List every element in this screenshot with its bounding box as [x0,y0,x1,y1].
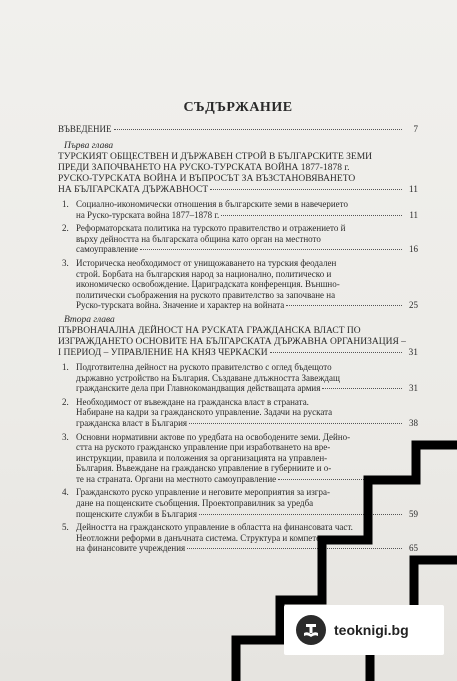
toc-item-number: 5. [62,522,69,533]
toc-item-line: Дейността на гражданското управление в областта на финансовата част. [76,522,353,533]
toc-item [62,522,418,554]
table-of-contents [58,100,418,554]
toc-item-line: гражданските дела при Главнокомандващия действащата армия [76,383,321,394]
dot-leader [114,129,402,130]
book-glyph [302,621,320,639]
toc-item-number: 3. [62,431,69,442]
dot-leader [140,249,402,250]
toc-item-number: 2. [62,223,69,234]
chapter-title-line: НА БЪЛГАРСКАТА ДЪРЖАВНОСТ [58,185,209,195]
toc-item-number: 2. [62,396,69,407]
toc-item-line: Необходимост от въвеждане на гражданска власт в страната. [76,396,309,407]
chapter-title-line: ТУРСКИЯТ ОБЩЕСТВЕН И ДЪРЖАВЕН СТРОЙ В БЪЛГАРСКИТЕ ЗЕМИ [58,152,373,162]
toc-item-line: гражданска власт в България [76,417,188,428]
toc-item-line: върху дейността на българската община като орган на местното [76,233,321,244]
toc-item-line: Реформаторската политика на турското правителство и отражението й [76,223,346,234]
book-icon [296,615,326,645]
dot-leader [286,305,402,306]
toc-item-number: 1. [62,199,69,209]
chapter-title-line: РУСКО-ТУРСКАТА ВОЙНА И ВЪПРОСЪТ ЗА ВЪЗСТАНОВЯВАНЕТО [58,174,356,184]
toc-item-line: те на страната. Органи на местното самоуправление [76,473,277,484]
dot-leader [322,388,402,389]
logo-text: teoknigi.bg [334,622,409,638]
dot-leader [199,514,402,515]
toc-item-line: Руско-турската война. Значение и характер на войната [76,300,285,311]
chapter-title-line: ИЗГРАЖДАНЕТО ОСНОВИТЕ НА БЪЛГАРСКАТА ДЪРЖАВНА ОРГАНИЗАЦИЯ – [58,336,406,347]
toc-item-line: строй. Борбата на българския народ за национално, политическо и [76,268,332,279]
toc-item-line: стта на руското гражданско управление при изработването на вре- [76,442,331,453]
dot-leader [270,352,402,353]
toc-intro-label: ВЪВЕДЕНИЕ [58,124,112,134]
chapter-title-last-line [58,348,418,359]
toc-intro-entry [58,124,418,135]
toc-item [62,223,418,255]
dot-leader [221,215,402,216]
toc-item-line: самоуправление [76,244,139,255]
toc-page-number: 59 [409,508,418,519]
chapter-title [58,152,418,196]
toc-item-line: инструкции, правила и положения за организацията на управлен- [76,452,328,463]
chapter-1 [58,141,418,311]
toc-item-line: икономическо освобождение. Цариградската конференция. Външно- [76,279,340,290]
toc-item-line: пощенските служби в България [76,508,197,519]
toc-item-number: 1. [62,361,69,372]
toc-item-line: на финансовите учреждения [76,543,186,554]
toc-page-number: 11 [409,209,418,220]
toc-item [62,397,418,429]
toc-item [62,487,418,519]
toc-page-number: 65 [409,543,418,554]
chapter-title-line: ПЪРВОНАЧАЛНА ДЕЙНОСТ НА РУСКАТА ГРАЖДАНСКА ВЛАСТ ПО [58,325,361,336]
toc-item-number: 3. [62,257,69,268]
chapter-title [58,326,418,359]
chapter-title-line: I ПЕРИОД – УПРАВЛЕНИЕ НА КНЯЗ ЧЕРКАСКИ [58,347,268,358]
toc-item-line: България. Въвеждане на гражданско управление в губерниите и о- [76,463,332,474]
toc-item-line: Набиране на кадри за гражданското управление. Задачи на руската [76,407,333,418]
toc-item-line: Гражданското руско управление и неговите мероприятия за изгра- [76,487,330,498]
toc-title: СЪДЪРЖАНИЕ [183,100,293,115]
toc-item-line: Социално-икономически отношения в българските земи в навечерието [76,199,348,209]
toc-item-line: държавно устройство на България. Създаване длъжността Завеждащ [76,372,340,383]
chapter-label: Първа глава [64,141,114,151]
dot-leader [278,479,402,480]
toc-item-line: Историческа необходимост от унищожаването на турския феодален [76,257,337,268]
toc-item-line: Основни нормативни актове по уредбата на освободените земи. Дейно- [76,431,351,442]
teoknigi-logo [284,605,444,655]
chapter-label: Втора глава [64,314,115,325]
toc-page-number: 11 [408,185,418,195]
toc-page-number: 25 [409,300,418,311]
toc-item [62,258,418,311]
toc-item [62,432,418,485]
chapter-title-line: ПРЕДИ ЗАПОЧВАНЕТО НА РУСКО-ТУРСКАТА ВОЙНА 1877-1878 г. [58,163,350,173]
toc-page-number: 31 [408,347,418,358]
toc-page-number: 7 [413,124,418,134]
toc-item-line: Неотложни реформи в данъчната система. Структура и компетентност [76,532,347,543]
toc-item [62,362,418,394]
toc-item-line: Подготвителна дейност на руското правителство с оглед бъдещото [76,361,332,372]
dot-leader [187,548,402,549]
chapter-title-last-line [58,185,418,196]
toc-item-number: 4. [62,487,69,498]
toc-item [62,199,418,220]
chapter-2 [58,315,418,554]
dot-leader [189,423,402,424]
dot-leader [210,189,402,190]
toc-page-number: 31 [409,383,418,394]
toc-page-number: 38 [409,417,418,428]
toc-item-line: дане на пощенските съобщения. Проектоправилник за уредба [76,498,314,509]
toc-item-line: на Руско-турската война 1877–1878 г. [76,209,220,220]
toc-page-number: 45 [409,473,418,484]
toc-item-line: политически съображения на руското правителство за започване на [76,289,336,300]
toc-page-number: 16 [409,244,418,255]
